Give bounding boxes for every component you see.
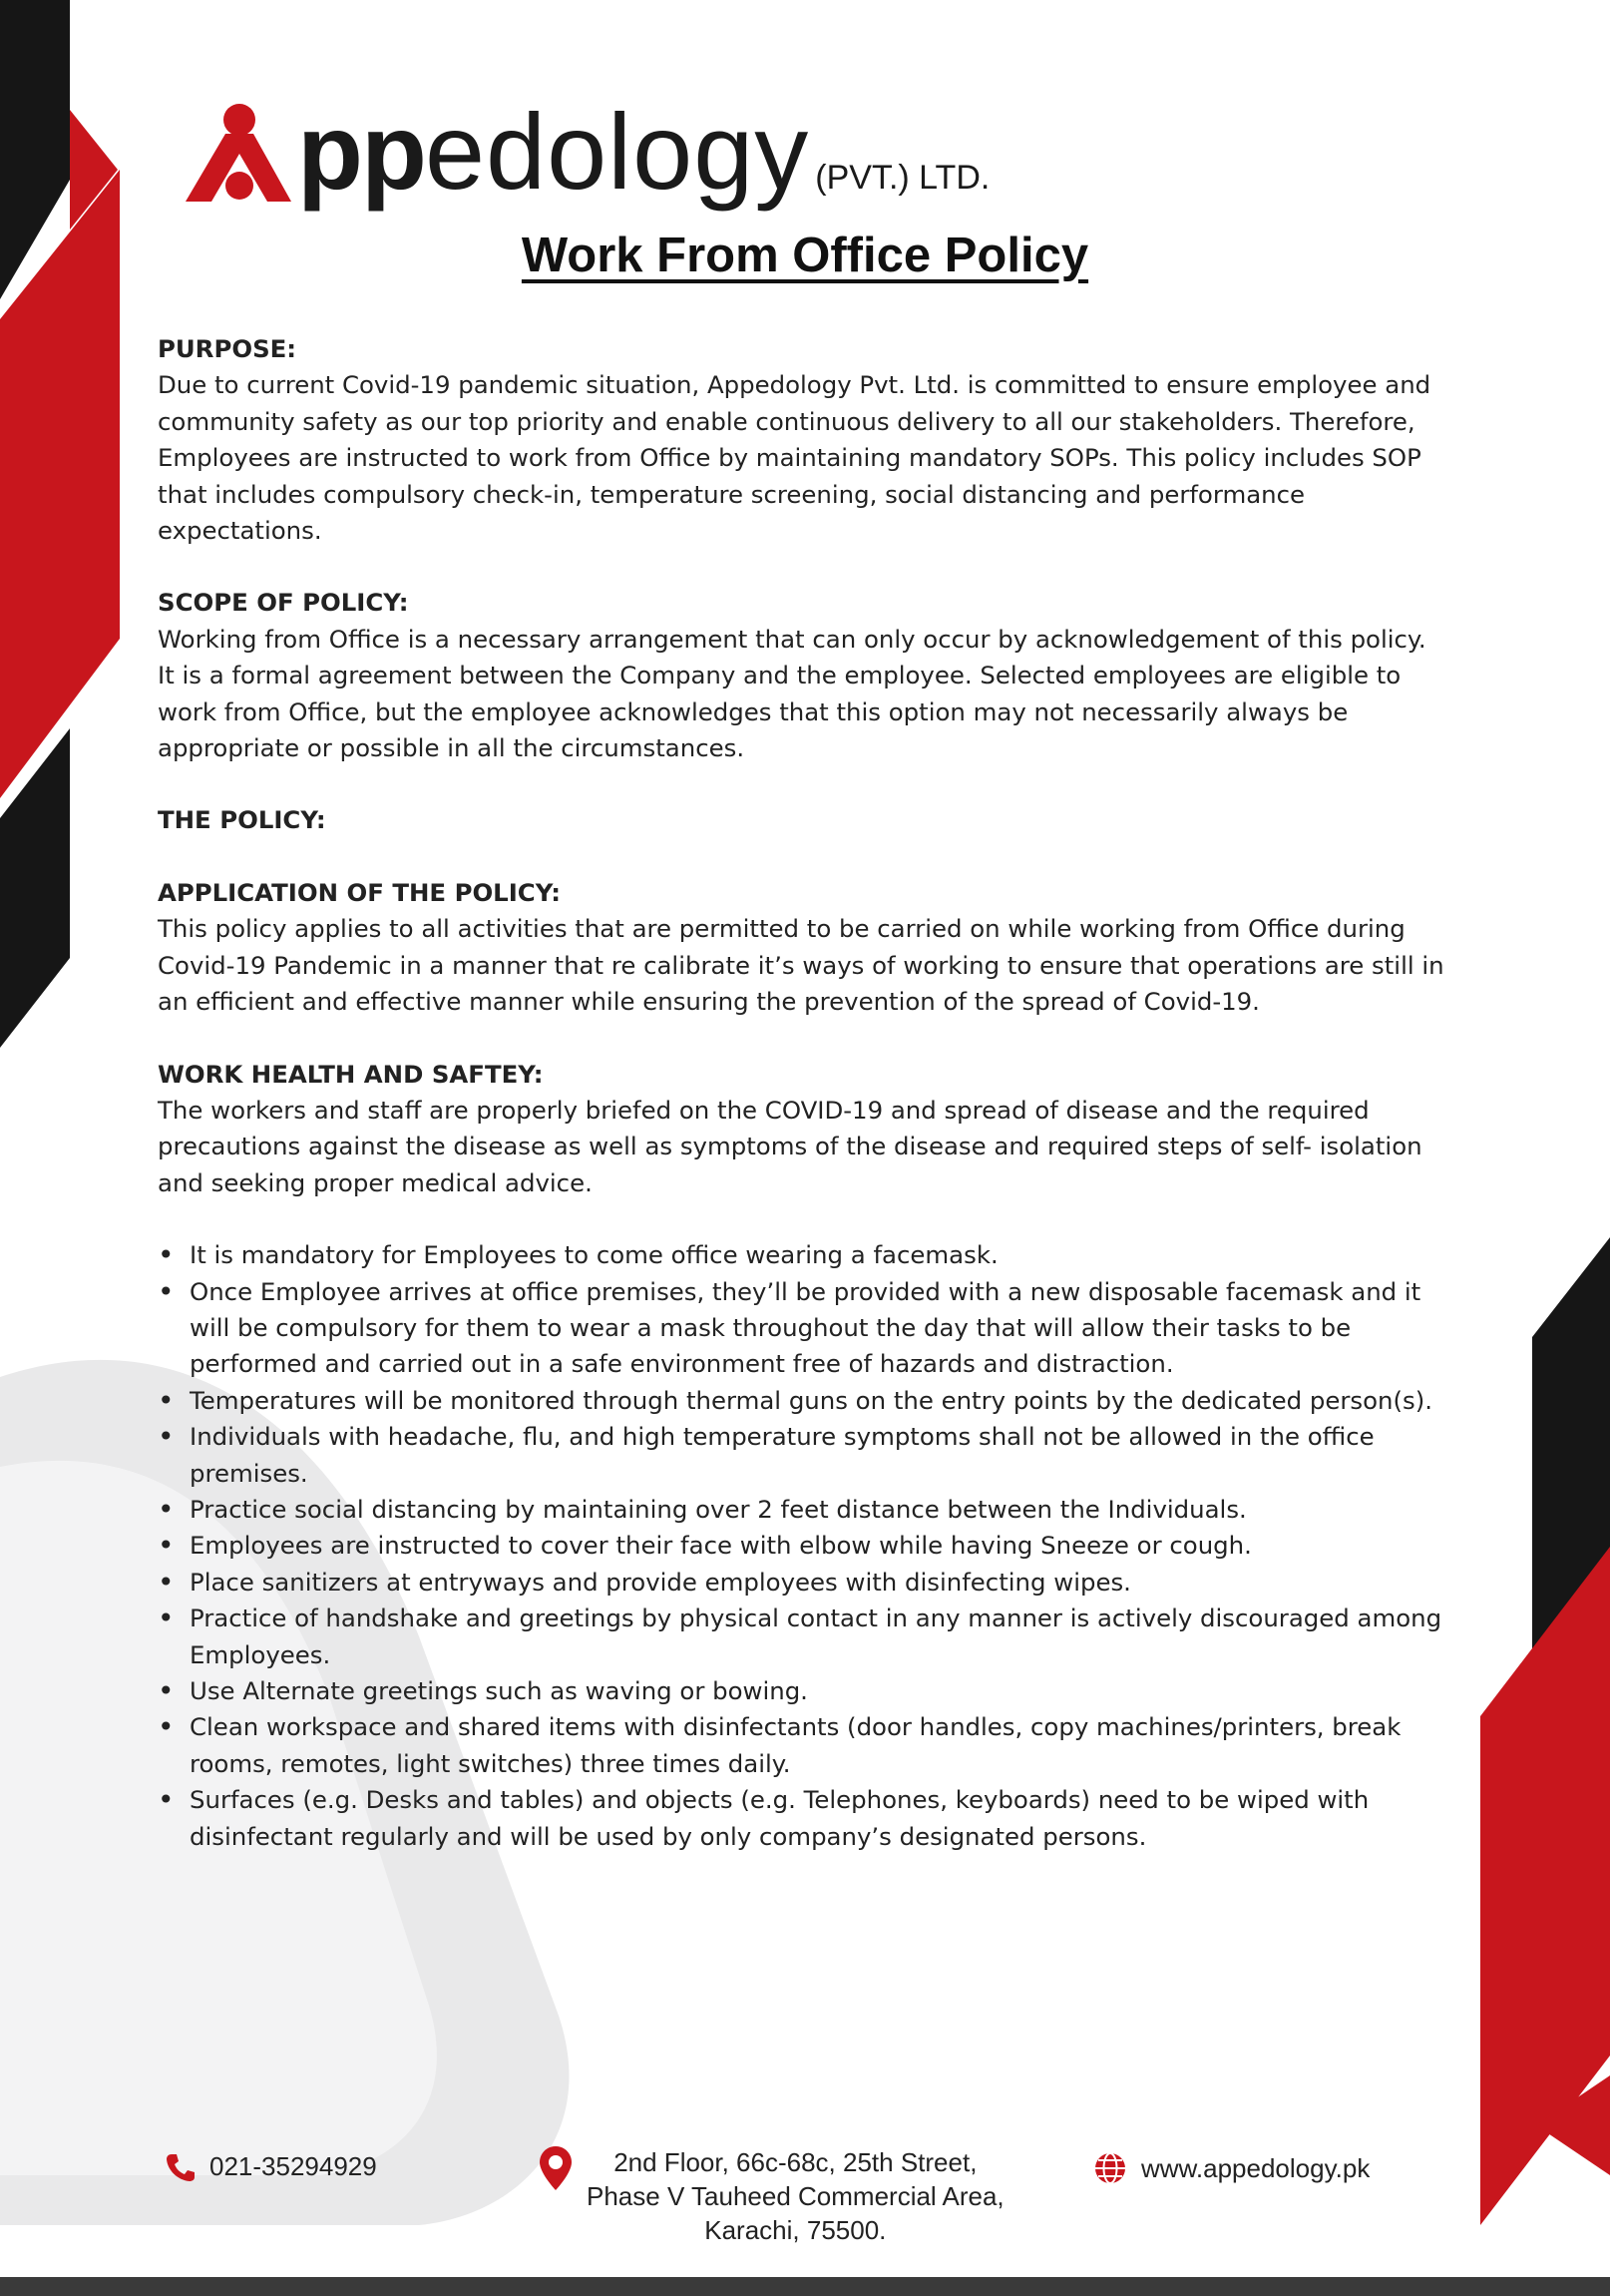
purpose-text: Due to current Covid-19 pandemic situation, Appedology Pvt. Ltd. is committed to ensure employee and community safety as our top priority and enable continuous delivery to all our stakeholders. Therefore, Employees are instructed to work from Office by maintaining mandatory SOPs. This policy includes SOP that includes compulsory check-in, temperature screening, social distancing and performance expectations. [158, 370, 1431, 546]
location-pin-icon [539, 2145, 573, 2191]
globe-icon [1093, 2151, 1127, 2185]
phone-number: 021-35294929 [209, 2151, 377, 2181]
logo-mark-icon [178, 98, 295, 208]
page-footer [0, 2145, 1610, 2275]
list-item: • Once Employee arrives at office premises, they’ll be provided with a new disposable facemask and it will be compulsory for them to wear a mask throughout the day that will allow their tasks to be performed and carried out in a safe environment free of hazards and distraction. [158, 1274, 1444, 1383]
list-item: • Employees are instructed to cover their face with elbow while having Sneeze or cough. [158, 1528, 1444, 1564]
logo-pp: pp [297, 91, 425, 212]
list-item: • Place sanitizers at entryways and provide employees with disinfecting wipes. [158, 1565, 1444, 1601]
list-item: • Surfaces (e.g. Desks and tables) and objects (e.g. Telephones, keyboards) need to be wiped with disinfectant regularly and will be used by only company’s designated persons. [158, 1782, 1444, 1855]
address-line: Phase V Tauheed Commercial Area, [587, 2181, 1005, 2211]
list-item: • Use Alternate greetings such as waving or bowing. [158, 1673, 1444, 1709]
address-line: 2nd Floor, 66c-68c, 25th Street, [613, 2147, 978, 2177]
application-heading: APPLICATION OF THE POLICY: [158, 877, 561, 907]
health-text: The workers and staff are properly briefed on the COVID-19 and spread of disease and the required precautions against the disease as well as symptoms of the disease and required steps of self- isolation and seeking proper medical advice. [158, 1095, 1422, 1197]
application-text: This policy applies to all activities that are permitted to be carried on while working from Office during Covid-19 Pandemic in a manner that re calibrate it’s ways of working to ensure that operations are still in an efficient and effective manner while ensuring the prevention of the spread of Covid-19. [158, 914, 1444, 1017]
scope-heading: SCOPE OF POLICY: [158, 588, 409, 618]
document-body [158, 331, 1444, 1855]
logo-suffix: (PVT.) LTD. [815, 159, 991, 197]
health-heading: WORK HEALTH AND SAFTEY: [158, 1059, 544, 1089]
scope-text: Working from Office is a necessary arrangement that can only occur by acknowledgement of this policy. It is a formal agreement between the Company and the employee. Selected employees are eligible to work from Office, but the employee acknowledges that this option may not necessarily always be appropriate or possible in all the circumstances. [158, 624, 1426, 763]
logo-wordmark [297, 91, 991, 212]
document-title: Work From Office Policy [521, 229, 1089, 282]
list-item: • It is mandatory for Employees to come office wearing a facemask. [158, 1237, 1444, 1273]
website-link[interactable]: www.appedology.pk [1141, 2152, 1371, 2183]
policy-heading: THE POLICY: [158, 805, 326, 835]
list-item: • Practice of handshake and greetings by physical contact in any manner is actively discouraged among Employees. [158, 1601, 1444, 1673]
list-item: • Temperatures will be monitored through thermal guns on the entry points by the dedicated person(s). [158, 1383, 1444, 1419]
footer-address [539, 2145, 1005, 2247]
list-item: • Practice social distancing by maintaining over 2 feet distance between the Individuals. [158, 1492, 1444, 1528]
logo-rest: edology [424, 91, 810, 212]
footer-phone [166, 2151, 377, 2182]
footer-website [1093, 2151, 1370, 2185]
phone-icon [166, 2152, 196, 2182]
safety-bullet-list [158, 1237, 1444, 1855]
address-line: Karachi, 75500. [704, 2215, 887, 2245]
purpose-heading: PURPOSE: [158, 334, 297, 363]
list-item: • Individuals with headache, flu, and high temperature symptoms shall not be allowed in the office premises. [158, 1419, 1444, 1492]
bottom-strip [0, 2277, 1610, 2296]
list-item: • Clean workspace and shared items with disinfectants (door handles, copy machines/printers, break rooms, remotes, light switches) three times daily. [158, 1709, 1444, 1782]
